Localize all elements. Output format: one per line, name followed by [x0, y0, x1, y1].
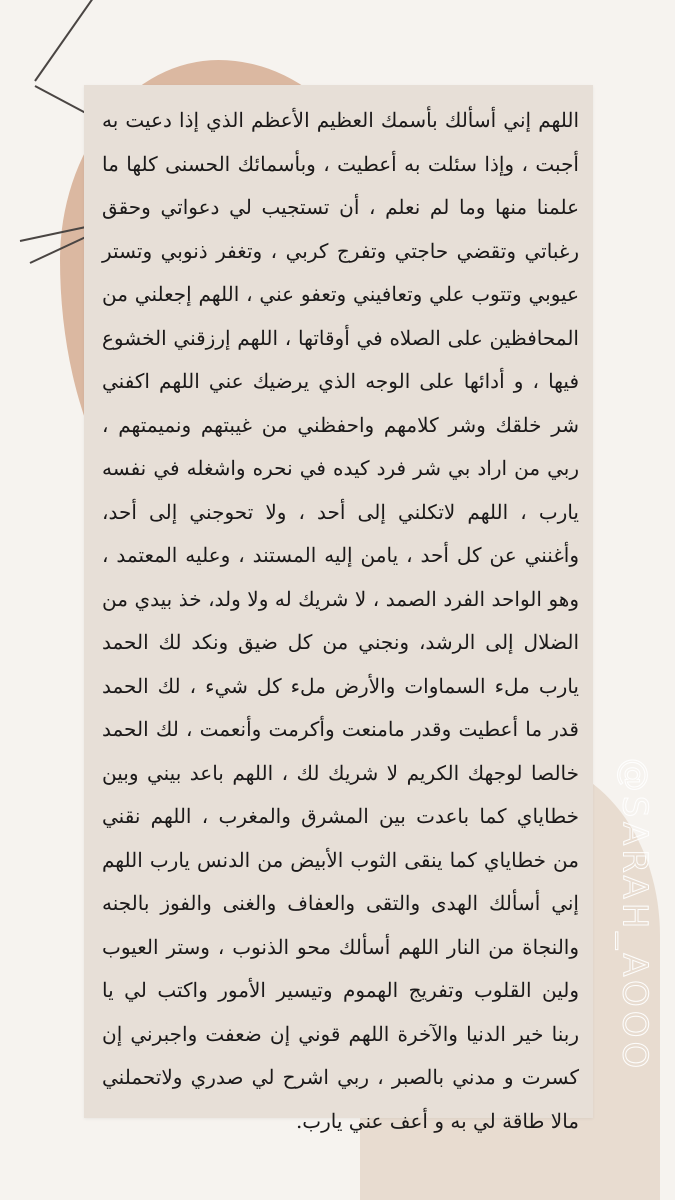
decorative-stroke — [34, 0, 99, 82]
watermark-text: @SARAH_AOOO — [614, 757, 654, 1073]
prayer-card — [84, 85, 593, 1133]
watermark — [604, 757, 664, 1073]
prayer-text: اللهم إني أسألك بأسمك العظيم الأعظم الذي إذا دعيت به أجبت ، وإذا سئلت به أعطيت ، وبأسمائك الحسنى كلها ما علمنا منها وما لم نعلم ، أن تستجيب لي دعواتي وحقق رغباتي وتقضي حاجتي وتفرج كربي ، وتغفر ذنوبي وتستر عيوبي وتتوب علي وتعافيني وتعفو عني ، اللهم إجعلني من المحافظين على الصلاه في أوقاتها ، اللهم إرزقني الخشوع فيها ، و أدائها على الوجه الذي يرضيك عني اللهم اكفني شر خلقك وشر كلامهم واحفظني من غيبتهم ونميمتهم ، ربي من اراد بي شر فرد كيده في نحره واشغله في نفسه يارب ، اللهم لاتكلني إلى أحد ، ولا تحوجني إلى أحد، وأغنني عن كل أحد ، يامن إليه المستند ، وعليه المعتمد ، وهو الواحد الفرد الصمد ، لا شريك له ولا ولد، خذ بيدي من الضلال إلى الرشد، ونجني من كل ضيق ونكد لك الحمد يارب ملء السماوات والأرض ملء كل شيء ، لك الحمد قدر ما أعطيت وقدر مامنعت وأكرمت وأنعمت ، لك الحمد خالصا لوجهك الكريم لا شريك لك ، اللهم باعد بيني وبين خطاياي كما باعدت بين المشرق والمغرب ، اللهم نقني من خطاياي كما ينقى الثوب الأبيض من الدنس يارب اللهم إني أسألك الهدى والتقى والعفاف والغنى والفوز بالجنه والنجاة من النار اللهم أسألك محو الذنوب ، وستر العيوب ولين القلوب وتفريج الهموم وتيسير الأمور واكتب لي يا ربنا خير الدنيا والآخرة اللهم قوني إن ضعفت واجبرني إن كسرت و مدني بالصبر ، ربي اشرح لي صدري ولاتحملني مالا طاقة لي به و أعف عني يارب. — [102, 108, 579, 1133]
